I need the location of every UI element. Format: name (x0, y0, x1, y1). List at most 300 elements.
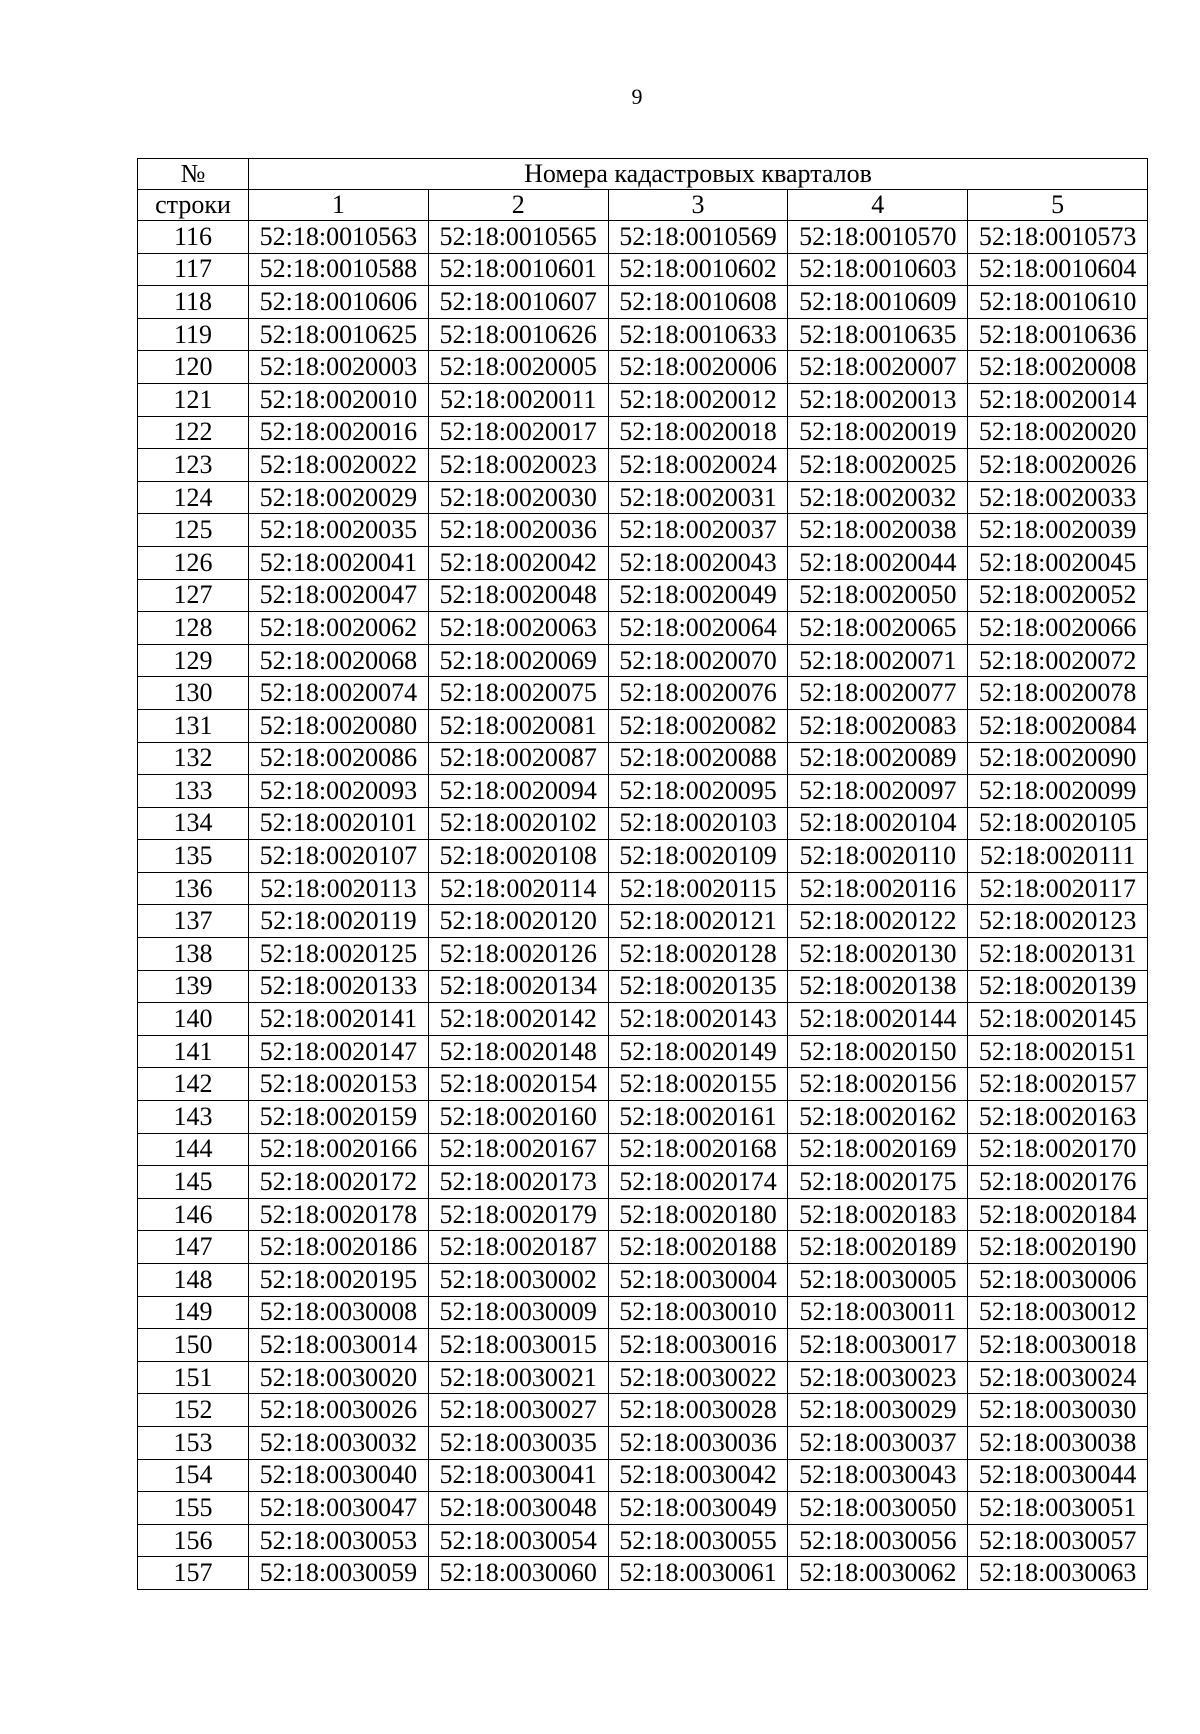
cadastral-quarter-cell: 52:18:0010603 (788, 253, 968, 286)
row-number: 132 (138, 742, 249, 775)
cadastral-quarter-cell: 52:18:0020108 (428, 840, 608, 873)
table-row (138, 449, 1148, 482)
cadastral-quarter-cell: 52:18:0010633 (608, 318, 788, 351)
cadastral-quarter-cell: 52:18:0010625 (249, 318, 429, 351)
row-number: 155 (138, 1492, 249, 1525)
cadastral-quarter-cell: 52:18:0020011 (428, 383, 608, 416)
row-number: 137 (138, 905, 249, 938)
cadastral-quarter-cell: 52:18:0020081 (428, 709, 608, 742)
cadastral-quarter-cell: 52:18:0030008 (249, 1296, 429, 1329)
cadastral-quarter-cell: 52:18:0030043 (788, 1459, 968, 1492)
cadastral-quarter-cell: 52:18:0020022 (249, 449, 429, 482)
row-number: 128 (138, 612, 249, 645)
cadastral-quarter-cell: 52:18:0030038 (968, 1426, 1148, 1459)
cadastral-quarter-cell: 52:18:0020178 (249, 1198, 429, 1231)
cadastral-quarter-cell: 52:18:0030009 (428, 1296, 608, 1329)
cadastral-quarter-cell: 52:18:0020104 (788, 807, 968, 840)
cadastral-quarter-cell: 52:18:0020156 (788, 1068, 968, 1101)
row-number: 139 (138, 970, 249, 1003)
cadastral-quarter-cell: 52:18:0020154 (428, 1068, 608, 1101)
cadastral-quarter-cell: 52:18:0020143 (608, 1003, 788, 1036)
row-number-header-bottom: строки (138, 190, 249, 221)
cadastral-quarter-cell: 52:18:0020086 (249, 742, 429, 775)
cadastral-quarter-cell: 52:18:0020038 (788, 514, 968, 547)
row-number: 138 (138, 938, 249, 971)
cadastral-quarter-cell: 52:18:0020175 (788, 1166, 968, 1199)
cadastral-quarter-cell: 52:18:0020184 (968, 1198, 1148, 1231)
row-number: 133 (138, 775, 249, 808)
cadastral-quarter-cell: 52:18:0020183 (788, 1198, 968, 1231)
table-row (138, 1492, 1148, 1525)
table-row (138, 351, 1148, 384)
cadastral-quarter-cell: 52:18:0020071 (788, 644, 968, 677)
row-number: 135 (138, 840, 249, 873)
table-row (138, 383, 1148, 416)
row-number: 150 (138, 1329, 249, 1362)
cadastral-quarter-cell: 52:18:0030047 (249, 1492, 429, 1525)
cadastral-quarter-cell: 52:18:0030059 (249, 1557, 429, 1590)
cadastral-quarter-cell: 52:18:0020068 (249, 644, 429, 677)
row-number: 154 (138, 1459, 249, 1492)
cadastral-quarter-cell: 52:18:0020077 (788, 677, 968, 710)
cadastral-quarter-cell: 52:18:0020074 (249, 677, 429, 710)
cadastral-quarter-cell: 52:18:0020145 (968, 1003, 1148, 1036)
row-number: 130 (138, 677, 249, 710)
cadastral-quarter-cell: 52:18:0030056 (788, 1524, 968, 1557)
table-row (138, 872, 1148, 905)
cadastral-quarter-cell: 52:18:0020123 (968, 905, 1148, 938)
row-number: 148 (138, 1264, 249, 1297)
cadastral-quarter-cell: 52:18:0020180 (608, 1198, 788, 1231)
table-row (138, 677, 1148, 710)
cadastral-quarter-cell: 52:18:0020082 (608, 709, 788, 742)
cadastral-quarter-cell: 52:18:0020179 (428, 1198, 608, 1231)
cadastral-quarter-cell: 52:18:0010604 (968, 253, 1148, 286)
cadastral-quarter-cell: 52:18:0020168 (608, 1133, 788, 1166)
cadastral-quarter-cell: 52:18:0020020 (968, 416, 1148, 449)
row-number: 156 (138, 1524, 249, 1557)
cadastral-quarter-cell: 52:18:0030032 (249, 1426, 429, 1459)
cadastral-quarter-cell: 52:18:0020119 (249, 905, 429, 938)
row-number: 122 (138, 416, 249, 449)
cadastral-quarter-cell: 52:18:0020084 (968, 709, 1148, 742)
cadastral-quarter-cell: 52:18:0030022 (608, 1361, 788, 1394)
cadastral-quarter-cell: 52:18:0030063 (968, 1557, 1148, 1590)
cadastral-quarter-cell: 52:18:0030040 (249, 1459, 429, 1492)
cadastral-quarter-cell: 52:18:0020087 (428, 742, 608, 775)
table-row (138, 644, 1148, 677)
cadastral-quarter-cell: 52:18:0020170 (968, 1133, 1148, 1166)
column-header-1: 1 (249, 190, 429, 221)
cadastral-quarter-cell: 52:18:0020048 (428, 579, 608, 612)
cadastral-quarter-cell: 52:18:0020019 (788, 416, 968, 449)
cadastral-quarter-cell: 52:18:0020062 (249, 612, 429, 645)
table-row (138, 1394, 1148, 1427)
row-number: 129 (138, 644, 249, 677)
cadastral-quarter-cell: 52:18:0020167 (428, 1133, 608, 1166)
cadastral-quarter-cell: 52:18:0020166 (249, 1133, 429, 1166)
cadastral-quarter-cell: 52:18:0020187 (428, 1231, 608, 1264)
row-number: 116 (138, 221, 249, 254)
table-row (138, 1035, 1148, 1068)
cadastral-quarter-cell: 52:18:0030061 (608, 1557, 788, 1590)
cadastral-quarter-cell: 52:18:0020099 (968, 775, 1148, 808)
cadastral-quarter-cell: 52:18:0030018 (968, 1329, 1148, 1362)
cadastral-quarter-cell: 52:18:0020173 (428, 1166, 608, 1199)
cadastral-quarter-cell: 52:18:0030026 (249, 1394, 429, 1427)
cadastral-quarter-cell: 52:18:0010626 (428, 318, 608, 351)
cadastral-quarter-cell: 52:18:0020131 (968, 938, 1148, 971)
cadastral-quarter-cell: 52:18:0020075 (428, 677, 608, 710)
cadastral-quarter-cell: 52:18:0020078 (968, 677, 1148, 710)
table-row (138, 612, 1148, 645)
cadastral-quarter-cell: 52:18:0020094 (428, 775, 608, 808)
table-row (138, 1003, 1148, 1036)
cadastral-quarter-cell: 52:18:0020025 (788, 449, 968, 482)
cadastral-quarter-cell: 52:18:0020005 (428, 351, 608, 384)
cadastral-quarter-cell: 52:18:0020172 (249, 1166, 429, 1199)
cadastral-quarter-cell: 52:18:0020144 (788, 1003, 968, 1036)
cadastral-quarter-cell: 52:18:0030055 (608, 1524, 788, 1557)
cadastral-quarter-cell: 52:18:0020110 (788, 840, 968, 873)
row-number: 140 (138, 1003, 249, 1036)
cadastral-quarter-cell: 52:18:0020120 (428, 905, 608, 938)
row-number: 123 (138, 449, 249, 482)
cadastral-quarter-cell: 52:18:0020007 (788, 351, 968, 384)
cadastral-quarter-cell: 52:18:0020016 (249, 416, 429, 449)
row-number: 149 (138, 1296, 249, 1329)
cadastral-quarter-cell: 52:18:0020076 (608, 677, 788, 710)
cadastral-quarter-cell: 52:18:0020103 (608, 807, 788, 840)
cadastral-quarter-cell: 52:18:0030002 (428, 1264, 608, 1297)
row-number: 147 (138, 1231, 249, 1264)
row-number: 118 (138, 286, 249, 319)
table-header (138, 159, 1148, 221)
cadastral-quarter-cell: 52:18:0020101 (249, 807, 429, 840)
column-header-3: 3 (608, 190, 788, 221)
cadastral-quarter-cell: 52:18:0020032 (788, 481, 968, 514)
cadastral-quarter-cell: 52:18:0020030 (428, 481, 608, 514)
table-row (138, 514, 1148, 547)
cadastral-quarter-cell: 52:18:0020160 (428, 1101, 608, 1134)
cadastral-quarter-cell: 52:18:0020088 (608, 742, 788, 775)
cadastral-quarter-cell: 52:18:0020111 (968, 840, 1148, 873)
cadastral-quarter-cell: 52:18:0030048 (428, 1492, 608, 1525)
cadastral-quarter-cell: 52:18:0020047 (249, 579, 429, 612)
row-number: 131 (138, 709, 249, 742)
table-row (138, 807, 1148, 840)
cadastral-quarter-cell: 52:18:0020070 (608, 644, 788, 677)
row-number: 152 (138, 1394, 249, 1427)
table-row (138, 742, 1148, 775)
cadastral-quarter-cell: 52:18:0020105 (968, 807, 1148, 840)
table-row (138, 1296, 1148, 1329)
cadastral-quarter-cell: 52:18:0020089 (788, 742, 968, 775)
row-number: 142 (138, 1068, 249, 1101)
cadastral-quarter-cell: 52:18:0010573 (968, 221, 1148, 254)
cadastral-quarter-cell: 52:18:0030023 (788, 1361, 968, 1394)
cadastral-quarter-cell: 52:18:0020109 (608, 840, 788, 873)
cadastral-quarter-cell: 52:18:0020150 (788, 1035, 968, 1068)
cadastral-quarter-cell: 52:18:0020114 (428, 872, 608, 905)
table-row (138, 253, 1148, 286)
cadastral-quarter-cell: 52:18:0010610 (968, 286, 1148, 319)
row-number: 134 (138, 807, 249, 840)
row-number: 119 (138, 318, 249, 351)
cadastral-quarter-cell: 52:18:0010570 (788, 221, 968, 254)
table-row (138, 840, 1148, 873)
row-number: 127 (138, 579, 249, 612)
cadastral-quarter-cell: 52:18:0020036 (428, 514, 608, 547)
column-header-5: 5 (968, 190, 1148, 221)
cadastral-quarter-cell: 52:18:0020024 (608, 449, 788, 482)
cadastral-quarter-cell: 52:18:0020121 (608, 905, 788, 938)
group-header: Номера кадастровых кварталов (249, 159, 1148, 190)
row-number: 117 (138, 253, 249, 286)
cadastral-quarter-cell: 52:18:0020033 (968, 481, 1148, 514)
header-row-bottom (138, 190, 1148, 221)
header-row-top (138, 159, 1148, 190)
row-number: 120 (138, 351, 249, 384)
cadastral-quarter-cell: 52:18:0010588 (249, 253, 429, 286)
cadastral-quarter-cell: 52:18:0020072 (968, 644, 1148, 677)
row-number: 141 (138, 1035, 249, 1068)
cadastral-quarter-cell: 52:18:0030042 (608, 1459, 788, 1492)
cadastral-quarter-cell: 52:18:0020045 (968, 546, 1148, 579)
table-row (138, 1166, 1148, 1199)
cadastral-quarter-cell: 52:18:0020064 (608, 612, 788, 645)
table-row (138, 1133, 1148, 1166)
column-header-2: 2 (428, 190, 608, 221)
cadastral-quarter-cell: 52:18:0020083 (788, 709, 968, 742)
cadastral-quarter-cell: 52:18:0020095 (608, 775, 788, 808)
cadastral-quarter-cell: 52:18:0030053 (249, 1524, 429, 1557)
cadastral-quarter-cell: 52:18:0020013 (788, 383, 968, 416)
cadastral-quarter-cell: 52:18:0030029 (788, 1394, 968, 1427)
cadastral-quarter-cell: 52:18:0020008 (968, 351, 1148, 384)
table-row (138, 318, 1148, 351)
cadastral-quarter-cell: 52:18:0020126 (428, 938, 608, 971)
cadastral-quarter-cell: 52:18:0020063 (428, 612, 608, 645)
cadastral-quarter-cell: 52:18:0030037 (788, 1426, 968, 1459)
cadastral-quarter-cell: 52:18:0020147 (249, 1035, 429, 1068)
cadastral-quarter-cell: 52:18:0020023 (428, 449, 608, 482)
table-row (138, 579, 1148, 612)
cadastral-quarter-cell: 52:18:0020151 (968, 1035, 1148, 1068)
cadastral-quarter-cell: 52:18:0020157 (968, 1068, 1148, 1101)
table-row (138, 1231, 1148, 1264)
cadastral-quarter-cell: 52:18:0030054 (428, 1524, 608, 1557)
cadastral-quarter-cell: 52:18:0020065 (788, 612, 968, 645)
table-row (138, 1101, 1148, 1134)
cadastral-quarter-cell: 52:18:0020116 (788, 872, 968, 905)
cadastral-quarter-cell: 52:18:0020195 (249, 1264, 429, 1297)
cadastral-quarter-cell: 52:18:0020018 (608, 416, 788, 449)
cadastral-quarter-cell: 52:18:0010602 (608, 253, 788, 286)
cadastral-quarter-cell: 52:18:0020037 (608, 514, 788, 547)
cadastral-quarter-cell: 52:18:0020097 (788, 775, 968, 808)
cadastral-quarter-cell: 52:18:0030041 (428, 1459, 608, 1492)
cadastral-quarter-cell: 52:18:0010636 (968, 318, 1148, 351)
cadastral-quarter-cell: 52:18:0020134 (428, 970, 608, 1003)
cadastral-quarter-cell: 52:18:0030006 (968, 1264, 1148, 1297)
cadastral-quarter-cell: 52:18:0020188 (608, 1231, 788, 1264)
cadastral-quarter-cell: 52:18:0020006 (608, 351, 788, 384)
cadastral-quarter-cell: 52:18:0010609 (788, 286, 968, 319)
cadastral-quarter-cell: 52:18:0020189 (788, 1231, 968, 1264)
cadastral-quarter-cell: 52:18:0030062 (788, 1557, 968, 1590)
cadastral-quarter-cell: 52:18:0020102 (428, 807, 608, 840)
cadastral-quarter-cell: 52:18:0030011 (788, 1296, 968, 1329)
table-row (138, 416, 1148, 449)
table-row (138, 905, 1148, 938)
cadastral-quarter-cell: 52:18:0030016 (608, 1329, 788, 1362)
cadastral-quarter-cell: 52:18:0020174 (608, 1166, 788, 1199)
cadastral-quarter-cell: 52:18:0020080 (249, 709, 429, 742)
cadastral-quarter-cell: 52:18:0020050 (788, 579, 968, 612)
cadastral-quarter-cell: 52:18:0030036 (608, 1426, 788, 1459)
page-number: 9 (631, 84, 643, 109)
table-row (138, 938, 1148, 971)
cadastral-quarter-cell: 52:18:0030044 (968, 1459, 1148, 1492)
cadastral-quarter-cell: 52:18:0010607 (428, 286, 608, 319)
cadastral-quarter-cell: 52:18:0020041 (249, 546, 429, 579)
cadastral-quarter-cell: 52:18:0010608 (608, 286, 788, 319)
table-row (138, 1459, 1148, 1492)
cadastral-quarter-cell: 52:18:0020125 (249, 938, 429, 971)
cadastral-quarter-cell: 52:18:0020039 (968, 514, 1148, 547)
cadastral-quarter-cell: 52:18:0020010 (249, 383, 429, 416)
cadastral-quarter-cell: 52:18:0030024 (968, 1361, 1148, 1394)
cadastral-quarter-cell: 52:18:0030050 (788, 1492, 968, 1525)
cadastral-quarter-cell: 52:18:0020012 (608, 383, 788, 416)
cadastral-quarter-cell: 52:18:0020115 (608, 872, 788, 905)
column-header-4: 4 (788, 190, 968, 221)
cadastral-quarter-cell: 52:18:0020138 (788, 970, 968, 1003)
cadastral-quarter-cell: 52:18:0030020 (249, 1361, 429, 1394)
cadastral-quarter-cell: 52:18:0020014 (968, 383, 1148, 416)
cadastral-quarter-cell: 52:18:0020128 (608, 938, 788, 971)
cadastral-quarter-cell: 52:18:0020169 (788, 1133, 968, 1166)
cadastral-quarter-cell: 52:18:0030027 (428, 1394, 608, 1427)
cadastral-quarter-cell: 52:18:0020043 (608, 546, 788, 579)
row-number: 145 (138, 1166, 249, 1199)
row-number: 151 (138, 1361, 249, 1394)
cadastral-quarter-cell: 52:18:0010601 (428, 253, 608, 286)
cadastral-quarter-cell: 52:18:0020069 (428, 644, 608, 677)
cadastral-quarter-cell: 52:18:0020139 (968, 970, 1148, 1003)
cadastral-quarter-cell: 52:18:0020159 (249, 1101, 429, 1134)
cadastral-quarter-cell: 52:18:0030030 (968, 1394, 1148, 1427)
row-number-header-top: № (138, 159, 249, 190)
cadastral-quarter-cell: 52:18:0020190 (968, 1231, 1148, 1264)
cadastral-quarter-cell: 52:18:0020066 (968, 612, 1148, 645)
row-number: 146 (138, 1198, 249, 1231)
row-number: 143 (138, 1101, 249, 1134)
table-row (138, 1426, 1148, 1459)
cadastral-quarter-cell: 52:18:0030005 (788, 1264, 968, 1297)
cadastral-quarter-cell: 52:18:0030021 (428, 1361, 608, 1394)
row-number: 124 (138, 481, 249, 514)
cadastral-quarter-cell: 52:18:0020117 (968, 872, 1148, 905)
cadastral-quarter-cell: 52:18:0020093 (249, 775, 429, 808)
cadastral-quarter-cell: 52:18:0020176 (968, 1166, 1148, 1199)
table-body (138, 221, 1148, 1590)
row-number: 153 (138, 1426, 249, 1459)
row-number: 144 (138, 1133, 249, 1166)
cadastral-quarter-cell: 52:18:0030057 (968, 1524, 1148, 1557)
cadastral-quarter-cell: 52:18:0020042 (428, 546, 608, 579)
cadastral-quarter-cell: 52:18:0020003 (249, 351, 429, 384)
cadastral-quarter-cell: 52:18:0020133 (249, 970, 429, 1003)
cadastral-quarter-cell: 52:18:0030012 (968, 1296, 1148, 1329)
table-row (138, 1198, 1148, 1231)
table-row (138, 481, 1148, 514)
cadastral-quarter-cell: 52:18:0020135 (608, 970, 788, 1003)
cadastral-quarter-cell: 52:18:0020049 (608, 579, 788, 612)
cadastral-quarter-cell: 52:18:0020153 (249, 1068, 429, 1101)
table-row (138, 775, 1148, 808)
table-row (138, 1361, 1148, 1394)
cadastral-quarter-cell: 52:18:0020107 (249, 840, 429, 873)
cadastral-quarter-cell: 52:18:0020155 (608, 1068, 788, 1101)
table-row (138, 286, 1148, 319)
cadastral-quarter-cell: 52:18:0020122 (788, 905, 968, 938)
cadastral-quarter-cell: 52:18:0020031 (608, 481, 788, 514)
row-number: 126 (138, 546, 249, 579)
cadastral-quarter-cell: 52:18:0020148 (428, 1035, 608, 1068)
row-number: 121 (138, 383, 249, 416)
cadastral-quarter-cell: 52:18:0030004 (608, 1264, 788, 1297)
table-row (138, 1068, 1148, 1101)
cadastral-quarter-cell: 52:18:0020017 (428, 416, 608, 449)
cadastral-quarters-table (137, 158, 1148, 1590)
table-row (138, 970, 1148, 1003)
row-number: 125 (138, 514, 249, 547)
table-row (138, 1524, 1148, 1557)
row-number: 157 (138, 1557, 249, 1590)
cadastral-quarter-cell: 52:18:0020035 (249, 514, 429, 547)
cadastral-quarter-cell: 52:18:0030051 (968, 1492, 1148, 1525)
cadastral-quarter-cell: 52:18:0020044 (788, 546, 968, 579)
cadastral-quarter-cell: 52:18:0020162 (788, 1101, 968, 1134)
cadastral-quarter-cell: 52:18:0020163 (968, 1101, 1148, 1134)
cadastral-quarter-cell: 52:18:0020029 (249, 481, 429, 514)
table-row (138, 1557, 1148, 1590)
cadastral-quarter-cell: 52:18:0010606 (249, 286, 429, 319)
table-row (138, 221, 1148, 254)
cadastral-quarter-cell: 52:18:0020130 (788, 938, 968, 971)
cadastral-quarter-cell: 52:18:0020149 (608, 1035, 788, 1068)
cadastral-quarter-cell: 52:18:0020141 (249, 1003, 429, 1036)
cadastral-quarter-cell: 52:18:0020026 (968, 449, 1148, 482)
cadastral-quarter-cell: 52:18:0030010 (608, 1296, 788, 1329)
row-number: 136 (138, 872, 249, 905)
cadastral-quarter-cell: 52:18:0010635 (788, 318, 968, 351)
cadastral-quarter-cell: 52:18:0020161 (608, 1101, 788, 1134)
cadastral-quarter-cell: 52:18:0020090 (968, 742, 1148, 775)
cadastral-quarter-cell: 52:18:0030015 (428, 1329, 608, 1362)
cadastral-quarter-cell: 52:18:0010565 (428, 221, 608, 254)
table-row (138, 1264, 1148, 1297)
table-row (138, 546, 1148, 579)
cadastral-quarter-cell: 52:18:0030017 (788, 1329, 968, 1362)
cadastral-quarter-cell: 52:18:0030049 (608, 1492, 788, 1525)
cadastral-quarter-cell: 52:18:0020052 (968, 579, 1148, 612)
cadastral-quarter-cell: 52:18:0030060 (428, 1557, 608, 1590)
cadastral-quarter-cell: 52:18:0020186 (249, 1231, 429, 1264)
cadastral-quarter-cell: 52:18:0030035 (428, 1426, 608, 1459)
